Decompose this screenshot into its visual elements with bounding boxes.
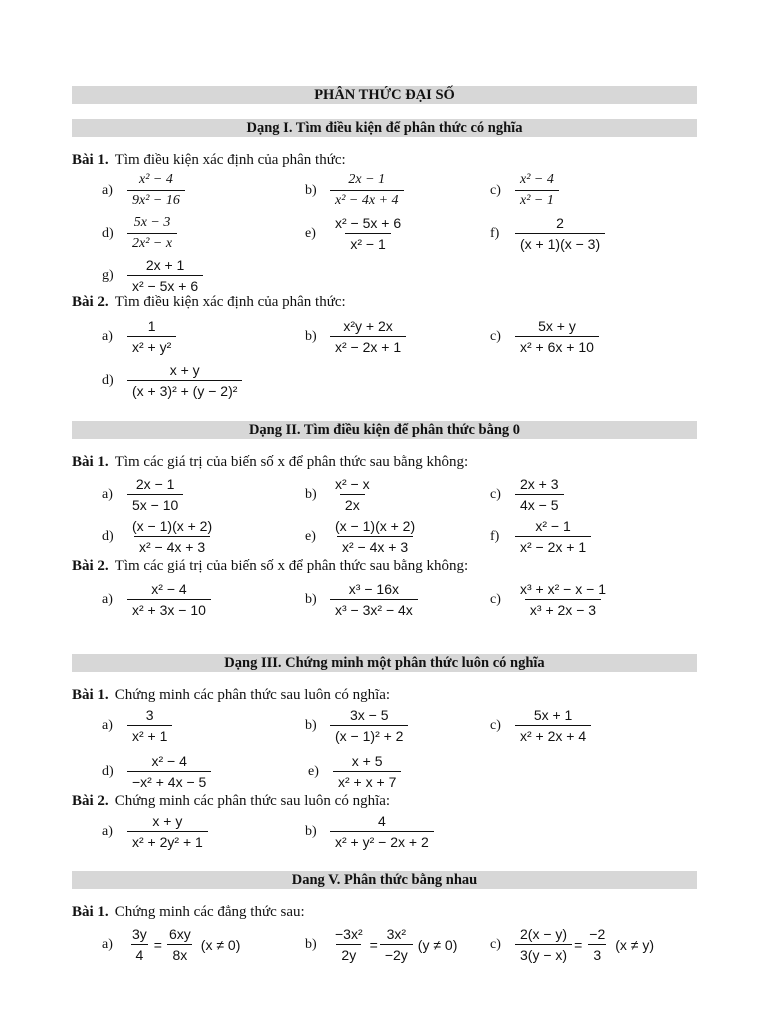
equality-item [102, 925, 240, 964]
fraction-item [102, 706, 173, 745]
exercise-label: Bài 1. [72, 152, 109, 168]
fraction-item [102, 171, 186, 210]
fraction [127, 517, 217, 556]
fraction [127, 171, 185, 210]
denominator: x² − 4x + 3 [337, 536, 413, 556]
fraction-item [490, 706, 592, 745]
numerator: 5x + y [538, 318, 576, 334]
numerator: x² − 4 [139, 172, 173, 187]
item-label: f) [490, 225, 500, 241]
denominator: x² − 1 [515, 190, 559, 210]
fraction-item [102, 475, 184, 514]
numerator: x² − x [335, 476, 370, 492]
denominator: x² − 1 [345, 233, 390, 253]
fraction-item [102, 214, 178, 253]
item-label: e) [305, 225, 316, 241]
numerator: 2x + 1 [145, 257, 185, 273]
fraction-item [102, 361, 243, 400]
denominator: 3 [588, 944, 606, 964]
fraction-item [305, 214, 407, 253]
denominator: 9x² − 16 [127, 190, 185, 210]
denominator: 3(y − x) [515, 944, 572, 964]
denominator: x² + 2x + 4 [515, 725, 591, 745]
fraction [515, 517, 591, 556]
item-label: a) [102, 182, 113, 198]
fraction-item [305, 317, 407, 356]
denominator: −2y [380, 944, 413, 964]
fraction-item [308, 752, 402, 791]
exercise-heading [72, 904, 305, 921]
fraction [515, 925, 572, 964]
fraction-item [490, 317, 600, 356]
fraction [127, 256, 203, 295]
condition: (x ≠ y) [615, 936, 655, 953]
denominator: 4 [131, 944, 149, 964]
fraction [515, 171, 559, 210]
exercise-heading [72, 558, 468, 575]
numerator: x + y [152, 813, 183, 829]
fraction [380, 925, 413, 964]
equality-item [305, 925, 457, 964]
fraction [127, 812, 208, 851]
fraction-item [102, 580, 212, 619]
fraction [330, 214, 406, 253]
item-label: c) [490, 486, 501, 502]
fraction-item [305, 475, 376, 514]
numerator: x² − 4 [520, 172, 554, 187]
exercise-text: Chứng minh các đẳng thức sau: [114, 904, 305, 920]
fraction [164, 925, 196, 964]
fraction [584, 925, 610, 964]
section-heading-dang-3: Dạng III. Chứng minh một phân thức luôn có nghĩa [72, 654, 697, 672]
item-label: a) [102, 936, 113, 952]
item-label: a) [102, 328, 113, 344]
denominator: (x + 3)² + (y − 2)² [127, 380, 242, 400]
condition: (y ≠ 0) [417, 936, 458, 953]
exercise-heading [72, 687, 390, 704]
numerator: −3x² [335, 926, 363, 942]
numerator: 2 [556, 215, 564, 231]
item-label: b) [305, 591, 317, 607]
fraction [127, 706, 172, 745]
fraction [127, 752, 211, 791]
fraction [333, 752, 401, 791]
denominator: x² + 6x + 10 [515, 336, 599, 356]
item-label: d) [102, 528, 114, 544]
fraction-item [305, 517, 421, 556]
fraction [515, 475, 564, 514]
fraction-item [102, 517, 218, 556]
fraction-item [490, 517, 592, 556]
denominator: (x − 1)² + 2 [330, 725, 408, 745]
equality [514, 925, 654, 964]
item-label: b) [305, 823, 317, 839]
fraction-item [305, 706, 409, 745]
fraction [515, 580, 611, 619]
item-label: e) [308, 763, 319, 779]
exercise-heading [72, 152, 346, 169]
page-title: PHÂN THỨC ĐẠI SỐ [72, 86, 697, 104]
numerator: 3y [132, 926, 147, 942]
denominator: (x + 1)(x − 3) [515, 233, 605, 253]
section-heading-dang-5: Dang V. Phân thức bằng nhau [72, 871, 697, 889]
fraction [515, 317, 599, 356]
equality-item [490, 925, 654, 964]
denominator: 8x [167, 944, 192, 964]
numerator: 5x + 1 [533, 707, 573, 723]
fraction [330, 925, 368, 964]
denominator: x² − 2x + 1 [515, 536, 591, 556]
fraction-item [305, 580, 419, 619]
item-label: c) [490, 591, 501, 607]
numerator: x + 5 [351, 753, 383, 769]
fraction [330, 580, 418, 619]
denominator: 2x [340, 494, 365, 514]
fraction [515, 706, 591, 745]
exercise-text: Chứng minh các phân thức sau luôn có nghĩa: [114, 687, 391, 703]
numerator: x² − 1 [535, 518, 571, 534]
fraction [330, 812, 434, 851]
item-label: a) [102, 823, 113, 839]
numerator: 6xy [168, 926, 191, 942]
denominator: 4x − 5 [515, 494, 564, 514]
denominator: x³ − 3x² − 4x [330, 599, 418, 619]
item-label: b) [305, 182, 317, 198]
numerator: x² − 5x + 6 [335, 215, 402, 231]
item-label: a) [102, 717, 113, 733]
fraction-item [102, 256, 204, 295]
fraction [330, 475, 375, 514]
denominator: x² − 5x + 6 [127, 275, 203, 295]
denominator: −x² + 4x − 5 [127, 771, 211, 791]
exercise-text: Tìm các giá trị của biến số x để phân thức sau bằng không: [114, 558, 469, 574]
item-label: b) [305, 486, 317, 502]
fraction-item [102, 752, 212, 791]
fraction-item [490, 580, 612, 619]
fraction [330, 171, 404, 210]
exercise-text: Chứng minh các phân thức sau luôn có nghĩa: [114, 793, 391, 809]
numerator: 2x + 3 [520, 476, 559, 492]
exercise-heading [72, 294, 346, 311]
denominator: x³ + 2x − 3 [525, 599, 601, 619]
item-label: e) [305, 528, 316, 544]
denominator: 2x² − x [127, 233, 177, 253]
fraction-item [305, 171, 405, 210]
item-label: g) [102, 267, 114, 283]
equals-sign: = [574, 936, 583, 953]
fraction-item [490, 171, 560, 210]
exercise-heading [72, 454, 468, 471]
numerator: 2(x − y) [520, 926, 568, 942]
numerator: 5x − 3 [133, 215, 171, 230]
item-label: d) [102, 225, 114, 241]
section-heading-dang-2: Dạng II. Tìm điều kiện để phân thức bằng 0 [72, 421, 697, 439]
fraction-item [102, 812, 209, 851]
numerator: 3x − 5 [349, 707, 389, 723]
item-label: f) [490, 528, 500, 544]
fraction-item [490, 214, 606, 253]
exercise-text: Tìm điều kiện xác định của phân thức: [114, 152, 346, 168]
numerator: 1 [147, 318, 156, 334]
denominator: x² + y² [127, 336, 176, 356]
exercise-label: Bài 2. [72, 294, 109, 310]
exercise-label: Bài 1. [72, 904, 109, 920]
exercise-heading [72, 793, 390, 810]
fraction [127, 317, 176, 356]
numerator: (x − 1)(x + 2) [132, 518, 213, 534]
item-label: d) [102, 372, 114, 388]
denominator: x² − 4x + 3 [134, 536, 210, 556]
numerator: x²y + 2x [343, 318, 393, 334]
equals-sign: = [153, 936, 162, 953]
fraction [127, 580, 211, 619]
denominator: 5x − 10 [127, 494, 183, 514]
item-label: c) [490, 717, 501, 733]
fraction [127, 214, 177, 253]
item-label: c) [490, 328, 501, 344]
numerator: 4 [377, 813, 386, 829]
numerator: x + y [169, 362, 200, 378]
fraction-item [490, 475, 565, 514]
fraction [127, 475, 183, 514]
denominator: x² + 2y² + 1 [127, 831, 208, 851]
equality [329, 925, 457, 964]
fraction [515, 214, 605, 253]
numerator: (x − 1)(x + 2) [335, 518, 416, 534]
section-heading-dang-1: Dạng I. Tìm điều kiện để phân thức có nghĩa [72, 119, 697, 137]
condition: (x ≠ 0) [200, 936, 241, 953]
fraction-item [305, 812, 435, 851]
equals-sign: = [369, 936, 378, 953]
denominator: 2y [336, 944, 361, 964]
exercise-label: Bài 2. [72, 793, 109, 809]
item-label: a) [102, 486, 113, 502]
item-label: b) [305, 936, 317, 952]
exercise-label: Bài 2. [72, 558, 109, 574]
denominator: x² + 1 [127, 725, 172, 745]
fraction-item [102, 317, 177, 356]
fraction [127, 925, 152, 964]
fraction [330, 517, 420, 556]
exercise-label: Bài 1. [72, 454, 109, 470]
numerator: 2x − 1 [135, 476, 175, 492]
item-label: b) [305, 328, 317, 344]
numerator: 2x − 1 [348, 172, 386, 187]
fraction [330, 706, 408, 745]
exercise-label: Bài 1. [72, 687, 109, 703]
item-label: c) [490, 936, 501, 952]
numerator: −2 [589, 926, 606, 942]
item-label: d) [102, 763, 114, 779]
denominator: x² + 3x − 10 [127, 599, 211, 619]
denominator: x² + x + 7 [333, 771, 401, 791]
item-label: a) [102, 591, 113, 607]
equality [126, 925, 240, 964]
denominator: x² − 4x + 4 [330, 190, 404, 210]
numerator: 3x² [386, 926, 407, 942]
denominator: x² − 2x + 1 [330, 336, 406, 356]
numerator: x³ − 16x [348, 581, 399, 597]
fraction [127, 361, 242, 400]
numerator: x² − 4 [151, 753, 187, 769]
exercise-text: Tìm điều kiện xác định của phân thức: [114, 294, 346, 310]
numerator: 3 [145, 707, 154, 723]
fraction [330, 317, 406, 356]
numerator: x² − 4 [151, 581, 187, 597]
item-label: b) [305, 717, 317, 733]
exercise-text: Tìm các giá trị của biến số x để phân thức sau bằng không: [114, 454, 469, 470]
numerator: x³ + x² − x − 1 [520, 581, 606, 597]
item-label: c) [490, 182, 501, 198]
denominator: x² + y² − 2x + 2 [330, 831, 434, 851]
